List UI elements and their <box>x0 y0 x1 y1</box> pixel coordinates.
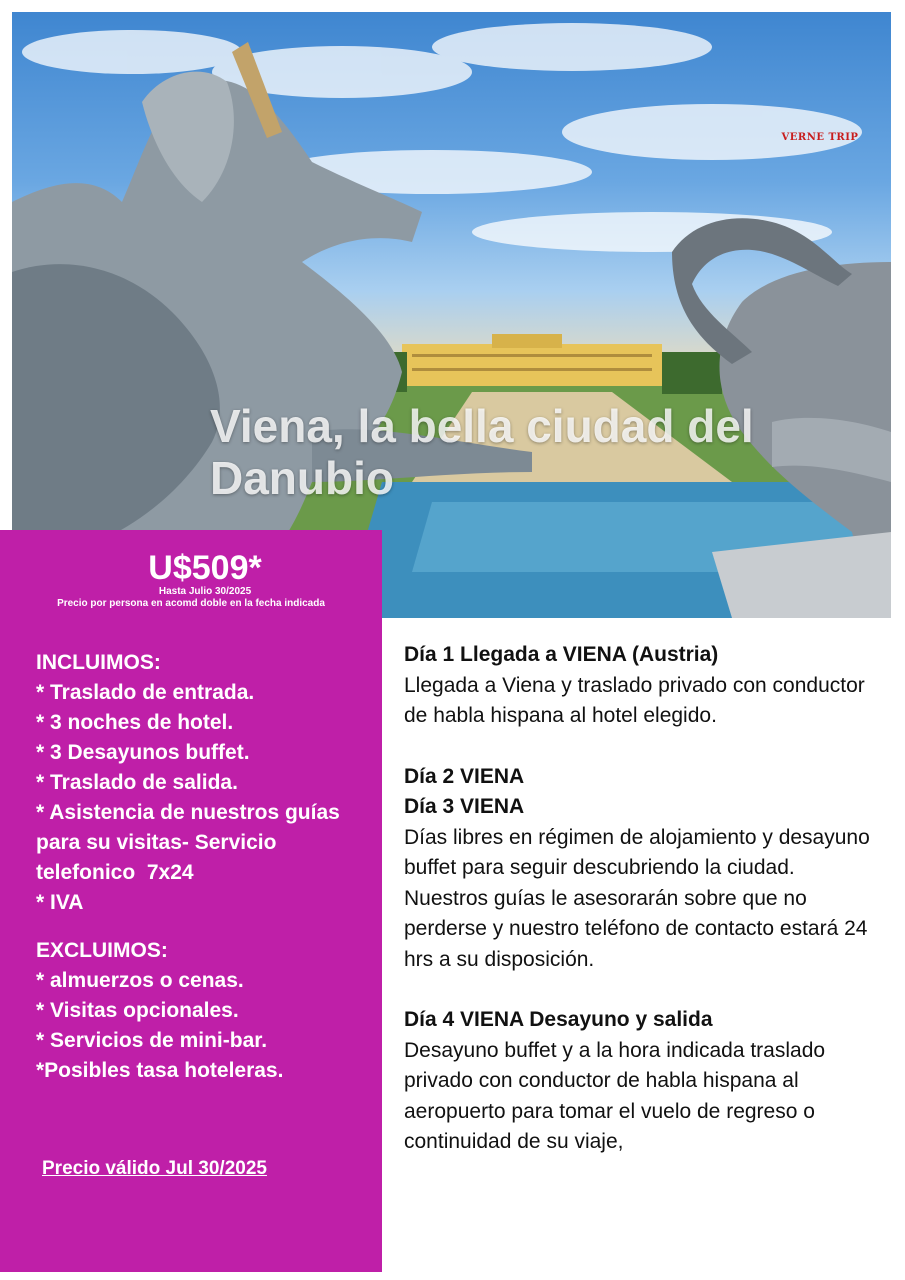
price-until: Hasta Julio 30/2025 <box>158 586 252 597</box>
list-item: * Servicios de mini-bar. <box>36 1029 268 1052</box>
list-item: *Posibles tasa hoteleras. <box>36 1059 284 1082</box>
excludes-heading: EXCLUIMOS: <box>36 939 168 962</box>
day-1-title: Día 1 Llegada a VIENA (Austria) <box>404 643 719 666</box>
list-item: * 3 noches de hotel. <box>36 711 234 734</box>
day-1-text: Llegada a Viena y traslado privado con conductor de habla hispana al hotel elegido. <box>404 673 865 727</box>
price-note: Precio por persona en acomd doble en la fecha indicada <box>57 598 325 609</box>
includes-list <box>36 648 372 918</box>
hero-title: Viena, la bella ciudad del Danubio <box>210 400 754 504</box>
price: U$509* <box>148 549 262 587</box>
schonbrunn-palace-photo <box>12 12 891 618</box>
offer-panel <box>0 530 382 1272</box>
list-item: * Traslado de entrada. <box>36 681 255 704</box>
hero-image <box>12 12 891 618</box>
price-valid: Precio válido Jul 30/2025 <box>42 1158 267 1179</box>
list-item: * Asistencia de nuestros guías para su visitas- Servicio telefonico 7x24 <box>36 801 346 884</box>
list-item: * Visitas opcionales. <box>36 999 239 1022</box>
excludes-list <box>36 936 372 1086</box>
itinerary <box>404 640 884 1158</box>
day-3-title: Día 3 VIENA <box>404 795 525 818</box>
list-item: * 3 Desayunos buffet. <box>36 741 250 764</box>
list-item: * IVA <box>36 891 84 914</box>
logo <box>776 36 864 146</box>
list-item: * almuerzos o cenas. <box>36 969 244 992</box>
includes-heading: INCLUIMOS: <box>36 651 161 674</box>
day-2-3-text: Días libres en régimen de alojamiento y desayuno buffet para seguir descubriendo la ciudad. Nuestros guías le asesorarán sobre que no perderse y nuestro teléfono de contacto estará 24 hrs a su disposición. <box>404 825 870 971</box>
day-4-text: Desayuno buffet y a la hora indicada traslado privado con conductor de habla hispana al aeropuerto para tomar el vuelo de regreso o continuidad de su viaje, <box>404 1038 826 1153</box>
list-item: * Traslado de salida. <box>36 771 238 794</box>
logo-text: VERNE TRIP <box>781 132 859 143</box>
hot-air-balloon-icon <box>776 36 891 618</box>
day-4-title: Día 4 VIENA Desayuno y salida <box>404 1008 713 1031</box>
day-2-title: Día 2 VIENA <box>404 764 525 788</box>
